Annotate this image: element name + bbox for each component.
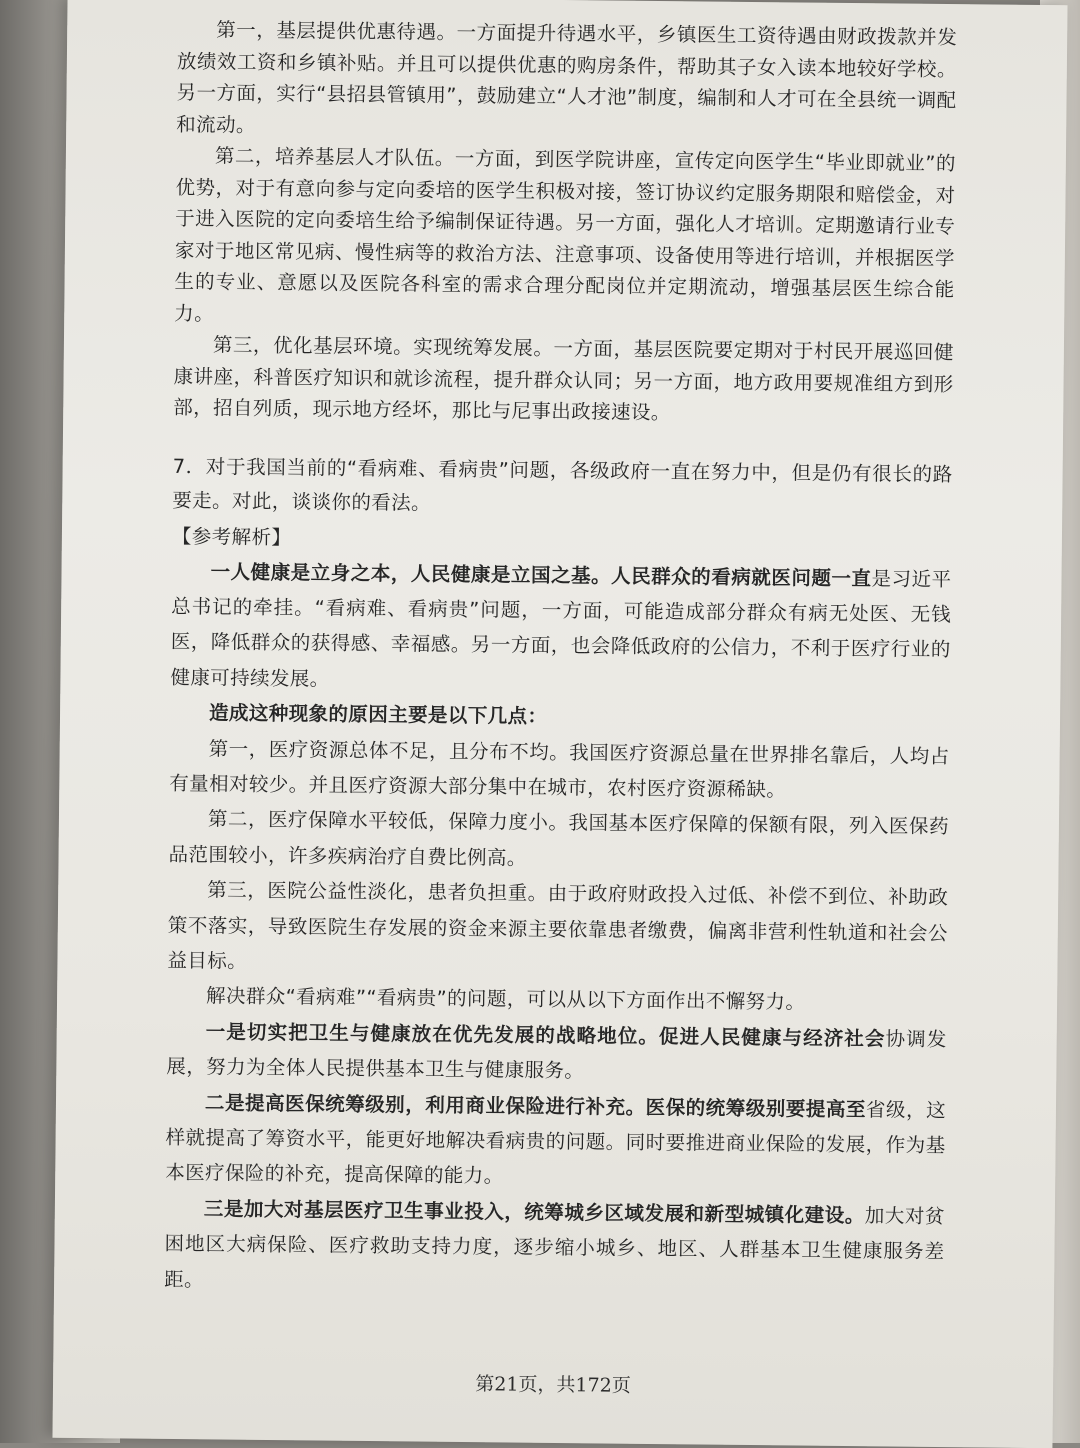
- document-page: [52, 0, 1067, 1448]
- paragraph-lead-text: 三是加大对基层医疗卫生事业投入，统筹城乡区域发展和新型城镇化建设。: [204, 1197, 865, 1227]
- paragraph-body-text: 加大对贫困地区大病保险、医疗救助支持力度，逐步缩小城乡、地区、人群基本卫生健康服务差距。: [164, 1204, 945, 1291]
- paragraph-upper-2: 第二，培养基层人才队伍。一方面，到医学院讲座，宣传定向医学生“毕业即就业”的优势，对于有意向参与定向委培的医学生积极对接，签订协议约定服务期限和赔偿金，对于进入医院的定向委培生给予编制保证待遇。另一方面，强化人才培训。定期邀请行业专家对于地区常见病、慢性病等的救治方法、注意事项、设备使用等进行培训，并根据医学生的专业、意愿以及医院各科室的需求合理分配岗位并定期流动，增强基层医生综合能力。: [174, 140, 956, 337]
- paragraph-analysis-4: [168, 801, 949, 880]
- analysis-section: [164, 553, 952, 1305]
- paragraph-body-text: 协调发展，努力为全体人民提供基本卫生与健康服务。: [166, 1027, 947, 1082]
- paragraph-body-text: 第二，医疗保障水平较低，保障力度小。我国基本医疗保障的保额有限，列入医保药品范围较小，许多疾病治疗自费比例高。: [168, 808, 949, 870]
- paragraph-body-text: 第三，医院公益性淡化，患者负担重。由于政府财政投入过低、补偿不到位、补助政策不落实，导致医院生存发展的资金来源主要依靠患者缴费，偏离非营利性轨道和社会公益目标。: [167, 878, 948, 972]
- upper-section: [173, 14, 957, 432]
- analysis-heading: 【参考解析】: [172, 519, 952, 561]
- paragraph-body-text: 第一，医疗资源总体不足，且分布不均。我国医疗资源总量在世界排名靠后，人均占有量相对较少。并且医疗资源大部分集中在城市，农村医疗资源稀缺。: [169, 737, 950, 801]
- paragraph-upper-3: 第三，优化基层环境。实现统筹发展。一方面，基层医院要定期对于村民开展巡回健康讲座，科普医疗知识和就诊流程，提升群众认同；另一方面，地方政用要规准组方到形部，招自列质，现示地方经坏，那比与尼事出政接速设。: [173, 329, 954, 432]
- paragraph-analysis-3: [169, 730, 950, 809]
- paragraph-lead-text: 二是提高医保统筹级别，利用商业保险进行补充。医保的统筹级别要提高至: [205, 1091, 866, 1121]
- paragraph-analysis-9: [164, 1191, 945, 1305]
- page-content: [164, 14, 957, 1305]
- paragraph-lead-text: 一人健康是立身之本，人民健康是立国之基。人民群众的看病就医问题一直: [210, 560, 871, 590]
- paragraph-analysis-5: [167, 872, 948, 986]
- paragraph-lead-text: 造成这种现象的原因主要是以下几点：: [209, 701, 548, 728]
- paragraph-analysis-8: [165, 1084, 946, 1198]
- paragraph-analysis-7: [166, 1014, 947, 1093]
- paragraph-analysis-1: [170, 553, 951, 703]
- page-number-footer: 第21页，共172页: [53, 1365, 1053, 1402]
- paragraph-body-text: 解决群众“看病难”“看病贵”的问题，可以从以下方面作出不懈努力。: [206, 985, 805, 1014]
- paragraph-upper-1: 第一，基层提供优惠待遇。一方面提升待遇水平，乡镇医生工资待遇由财政拨款并发放绩效工资和乡镇补贴。并且可以提供优惠的购房条件，帮助其子女入读本地较好学校。另一方面，实行“县招县管镇用”，鼓励建立“人才池”制度，编制和人才可在全县统一调配和流动。: [176, 14, 957, 148]
- paragraph-body-text: 省级，这样就提高了筹资水平，能更好地解决看病贵的问题。同时要推进商业保险的发展，作为基本医疗保险的补充，提高保障的能力。: [165, 1098, 946, 1188]
- paragraph-lead-text: 一是切实把卫生与健康放在优先发展的战略地位。促进人民健康与经济社会: [206, 1020, 886, 1050]
- question-7: 7．对于我国当前的“看病难、看病贵”问题，各级政府一直在努力中，但是仍有很长的路要走。对此，谈谈你的看法。: [172, 449, 953, 525]
- paragraph-body-text: 是习近平总书记的牵挂。“看病难、看病贵”问题，一方面，可能造成部分群众有病无处医、无钱医，降低群众的获得感、幸福感。另一方面，也会降低政府的公信力，不利于医疗行业的健康可持续发展。: [170, 567, 951, 691]
